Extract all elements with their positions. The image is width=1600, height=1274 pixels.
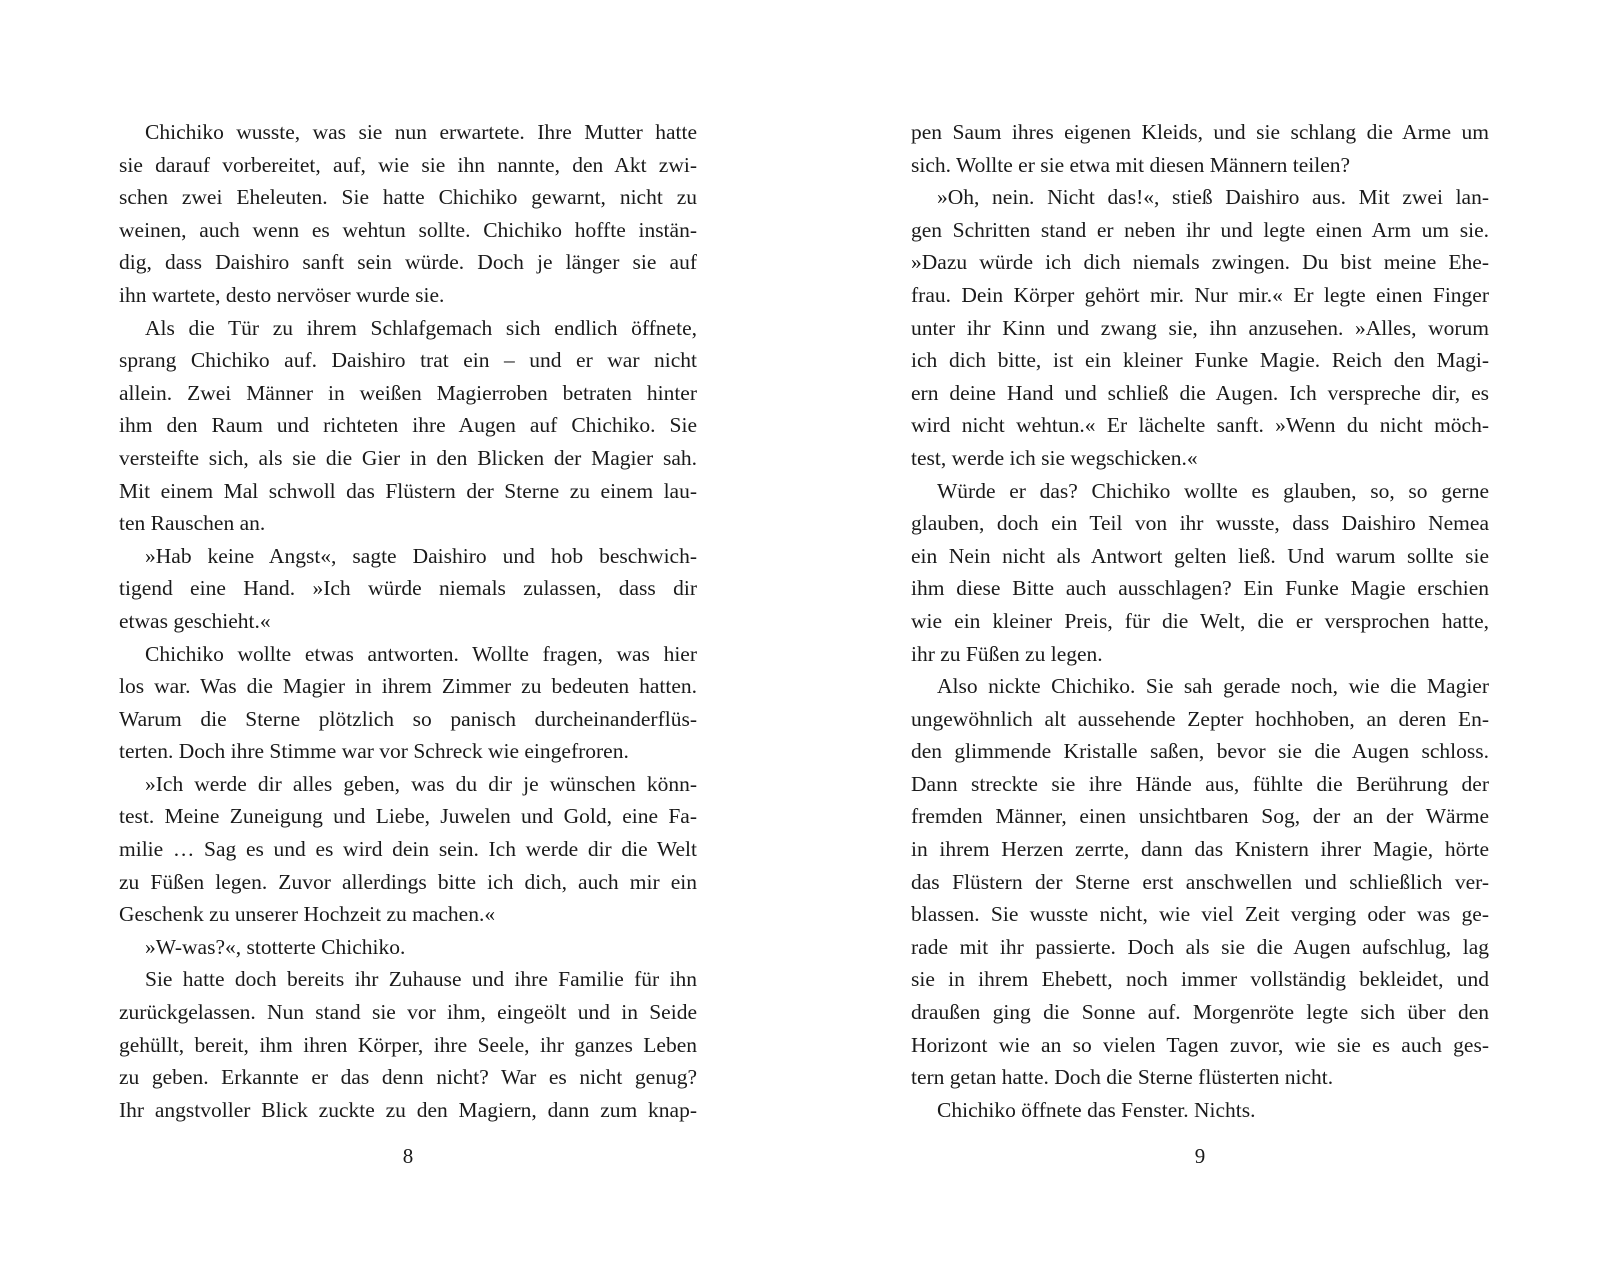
text-line: unter ihr Kinn und zwang sie, ihn anzusehen. »Alles, worum — [911, 315, 1489, 340]
text-line: Sie hatte doch bereits ihr Zuhause und ihre Familie für ihn — [145, 967, 697, 992]
text-line: Als die Tür zu ihrem Schlafgemach sich endlich öffnete, — [145, 315, 697, 340]
text-line: »W-was?«, stotterte Chichiko. — [145, 934, 406, 959]
text-line: sprang Chichiko auf. Daishiro trat ein – und er war nicht — [119, 348, 697, 373]
text-line: tigend eine Hand. »Ich würde niemals zulassen, dass dir — [119, 576, 697, 601]
text-line: rade mit ihr passierte. Doch als sie die Augen aufschlug, lag — [911, 934, 1489, 959]
text-line: wie ein kleiner Preis, für die Welt, die er versprochen hatte, — [911, 608, 1489, 633]
text-line: draußen ging die Sonne auf. Morgenröte legte sich über den — [911, 1000, 1489, 1025]
text-line: zurückgelassen. Nun stand sie vor ihm, eingeölt und in Seide — [119, 1000, 697, 1025]
text-line: Würde er das? Chichiko wollte es glauben, so, so gerne — [937, 478, 1489, 503]
left-page-text — [119, 116, 697, 1126]
text-line: allein. Zwei Männer in weißen Magierroben betraten hinter — [119, 380, 697, 405]
text-line: gen Schritten stand er neben ihr und legte einen Arm um sie. — [911, 217, 1489, 242]
text-line: test, werde ich sie wegschicken.« — [911, 445, 1198, 470]
text-line: sie darauf vorbereitet, auf, wie sie ihn nannte, den Akt zwi- — [119, 152, 697, 177]
text-line: ten Rauschen an. — [119, 511, 266, 536]
text-line: sie in ihrem Ehebett, noch immer vollständig bekleidet, und — [911, 967, 1489, 992]
text-line: ihn wartete, desto nervöser wurde sie. — [119, 282, 445, 307]
left-page-number: 8 — [402, 1144, 414, 1168]
right-page — [911, 116, 1489, 1126]
text-line: »Dazu würde ich dich niemals zwingen. Du bist meine Ehe- — [911, 250, 1489, 275]
text-line: gehüllt, bereit, ihm ihren Körper, ihre Seele, ihr ganzes Leben — [119, 1032, 697, 1057]
text-line: Geschenk zu unserer Hochzeit zu machen.« — [119, 902, 496, 927]
text-line: pen Saum ihres eigenen Kleids, und sie schlang die Arme um — [911, 120, 1489, 144]
text-line: ungewöhnlich alt aussehende Zepter hochhoben, an deren En- — [911, 706, 1489, 731]
text-line: Also nickte Chichiko. Sie sah gerade noch, wie die Magier — [937, 674, 1489, 699]
text-line: Chichiko öffnete das Fenster. Nichts. — [937, 1097, 1256, 1122]
text-line: »Hab keine Angst«, sagte Daishiro und hob beschwich- — [145, 543, 697, 568]
text-line: test. Meine Zuneigung und Liebe, Juwelen und Gold, eine Fa- — [119, 804, 697, 829]
text-line: ihm den Raum und richteten ihre Augen auf Chichiko. Sie — [119, 413, 697, 438]
text-line: schen zwei Eheleuten. Sie hatte Chichiko gewarnt, nicht zu — [119, 185, 697, 210]
text-line: das Flüstern der Sterne erst anschwellen und schließlich ver- — [911, 869, 1489, 894]
text-line: wird nicht wehtun.« Er lächelte sanft. »Wenn du nicht möch- — [911, 413, 1489, 438]
text-line: Horizont wie an so vielen Tagen zuvor, wie sie es auch ges- — [911, 1032, 1489, 1057]
text-line: ihm diese Bitte auch ausschlagen? Ein Funke Magie erschien — [911, 576, 1489, 601]
text-line: ein Nein nicht als Antwort gelten ließ. Und warum sollte sie — [911, 543, 1489, 568]
text-line: »Oh, nein. Nicht das!«, stieß Daishiro aus. Mit zwei lan- — [937, 185, 1489, 210]
right-page-text — [911, 116, 1489, 1126]
text-line: Chichiko wusste, was sie nun erwartete. Ihre Mutter hatte — [145, 120, 697, 144]
text-line: dig, dass Daishiro sanft sein würde. Doch je länger sie auf — [119, 250, 697, 275]
text-line: frau. Dein Körper gehört mir. Nur mir.« Er legte einen Finger — [911, 282, 1489, 307]
text-line: glauben, doch ein Teil von ihr wusste, dass Daishiro Nemea — [911, 511, 1489, 536]
text-line: Mit einem Mal schwoll das Flüstern der Sterne zu einem lau- — [119, 478, 697, 503]
text-line: sich. Wollte er sie etwa mit diesen Männern teilen? — [911, 152, 1351, 177]
text-line: Ihr angstvoller Blick zuckte zu den Magiern, dann zum knap- — [119, 1097, 697, 1122]
text-line: den glimmende Kristalle saßen, bevor sie die Augen schloss. — [911, 739, 1489, 764]
text-line: ihr zu Füßen zu legen. — [911, 641, 1103, 666]
text-line: in ihrem Herzen zerrte, dann das Knistern ihrer Magie, hörte — [911, 837, 1489, 862]
text-line: los war. Was die Magier in ihrem Zimmer zu bedeuten hatten. — [119, 674, 697, 699]
left-page — [119, 116, 697, 1126]
text-line: zu geben. Erkannte er das denn nicht? War es nicht genug? — [119, 1065, 697, 1090]
text-line: terten. Doch ihre Stimme war vor Schreck wie eingefroren. — [119, 739, 629, 764]
text-line: milie … Sag es und es wird dein sein. Ich werde dir die Welt — [119, 837, 697, 862]
right-page-number: 9 — [1194, 1144, 1206, 1168]
text-line: versteifte sich, als sie die Gier in den Blicken der Magier sah. — [119, 445, 697, 470]
text-line: fremden Männer, einen unsichtbaren Sog, der an der Wärme — [911, 804, 1489, 829]
text-line: »Ich werde dir alles geben, was du dir je wünschen könn- — [145, 771, 697, 796]
text-line: tern getan hatte. Doch die Sterne flüsterten nicht. — [911, 1065, 1334, 1090]
text-line: blassen. Sie wusste nicht, wie viel Zeit verging oder was ge- — [911, 902, 1489, 927]
text-line: Warum die Sterne plötzlich so panisch durcheinanderflüs- — [119, 706, 697, 731]
text-line: weinen, auch wenn es wehtun sollte. Chichiko hoffte instän- — [119, 217, 697, 242]
text-line: Chichiko wollte etwas antworten. Wollte fragen, was hier — [145, 641, 697, 666]
text-line: Dann streckte sie ihre Hände aus, fühlte die Berührung der — [911, 771, 1489, 796]
text-line: ich dich bitte, ist ein kleiner Funke Magie. Reich den Magi- — [911, 348, 1489, 373]
text-line: zu Füßen legen. Zuvor allerdings bitte ich dich, auch mir ein — [119, 869, 697, 894]
text-line: etwas geschieht.« — [119, 608, 271, 633]
text-line: ern deine Hand und schließ die Augen. Ich verspreche dir, es — [911, 380, 1489, 405]
